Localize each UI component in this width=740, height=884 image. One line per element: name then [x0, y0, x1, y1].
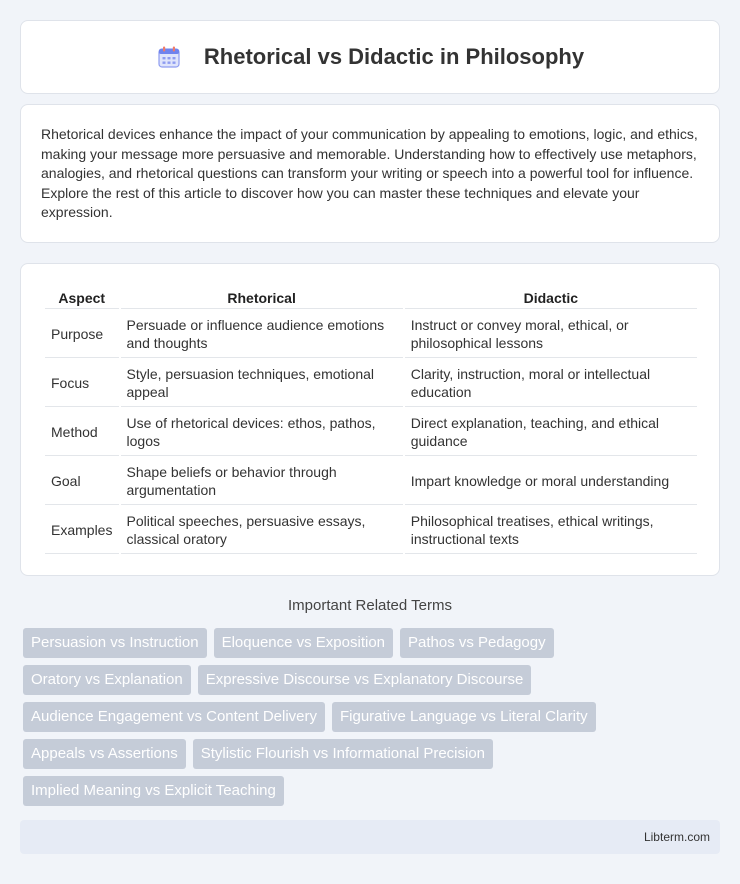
cell-rhetorical: Style, persuasion techniques, emotional appeal [121, 360, 403, 407]
table-row [45, 409, 697, 456]
cell-didactic: Direct explanation, teaching, and ethical guidance [405, 409, 697, 456]
table-row [45, 458, 697, 505]
related-term-tag[interactable]: Persuasion vs Instruction [23, 628, 207, 658]
cell-rhetorical: Political speeches, persuasive essays, classical oratory [121, 507, 403, 554]
table-header-row [45, 288, 697, 309]
header-card [20, 20, 720, 94]
intro-text: Rhetorical devices enhance the impact of your communication by appealing to emotions, logic, and ethics, making your message more persuasive and memorable. Understanding how to effectively use metaphors, analogies, and rhetorical questions can transform your writing or speech into a powerful tool for influence. Explore the rest of this article to discover how you can master these techniques and elevate your expression. [41, 126, 698, 221]
cell-aspect: Goal [45, 458, 119, 505]
related-term-tag[interactable]: Pathos vs Pedagogy [400, 628, 554, 658]
cell-rhetorical: Persuade or influence audience emotions and thoughts [121, 311, 403, 358]
column-header-didactic: Didactic [405, 288, 697, 309]
intro-card [20, 104, 720, 243]
page-title: Rhetorical vs Didactic in Philosophy [203, 44, 585, 69]
table-row [45, 507, 697, 554]
related-term-tag[interactable]: Figurative Language vs Literal Clarity [332, 702, 596, 732]
table-row [45, 360, 697, 407]
related-terms-list [23, 628, 623, 813]
related-term-tag[interactable]: Stylistic Flourish vs Informational Precision [193, 739, 493, 769]
cell-aspect: Examples [45, 507, 119, 554]
cell-didactic: Philosophical treatises, ethical writings, instructional texts [405, 507, 697, 554]
comparison-table-card [20, 263, 720, 576]
footer-site-link[interactable]: Libterm.com [643, 830, 710, 844]
footer [20, 820, 720, 854]
cell-aspect: Focus [45, 360, 119, 407]
calendar-icon [156, 44, 182, 70]
tag-row [23, 628, 623, 658]
related-term-tag[interactable]: Implied Meaning vs Explicit Teaching [23, 776, 284, 806]
column-header-aspect: Aspect [45, 288, 119, 309]
related-term-tag[interactable]: Expressive Discourse vs Explanatory Discourse [198, 665, 532, 695]
comparison-table [43, 286, 699, 556]
tag-row [23, 739, 623, 769]
cell-aspect: Purpose [45, 311, 119, 358]
cell-didactic: Clarity, instruction, moral or intellectual education [405, 360, 697, 407]
related-term-tag[interactable]: Audience Engagement vs Content Delivery [23, 702, 325, 732]
related-term-tag[interactable]: Oratory vs Explanation [23, 665, 191, 695]
cell-rhetorical: Use of rhetorical devices: ethos, pathos, logos [121, 409, 403, 456]
related-terms-heading: Important Related Terms [288, 597, 452, 614]
column-header-rhetorical: Rhetorical [121, 288, 403, 309]
tag-row [23, 776, 623, 806]
table-row [45, 311, 697, 358]
related-term-tag[interactable]: Appeals vs Assertions [23, 739, 186, 769]
cell-rhetorical: Shape beliefs or behavior through argumentation [121, 458, 403, 505]
cell-aspect: Method [45, 409, 119, 456]
cell-didactic: Instruct or convey moral, ethical, or philosophical lessons [405, 311, 697, 358]
related-term-tag[interactable]: Eloquence vs Exposition [214, 628, 393, 658]
cell-didactic: Impart knowledge or moral understanding [405, 458, 697, 505]
tag-row [23, 665, 623, 695]
tag-row [23, 702, 623, 732]
